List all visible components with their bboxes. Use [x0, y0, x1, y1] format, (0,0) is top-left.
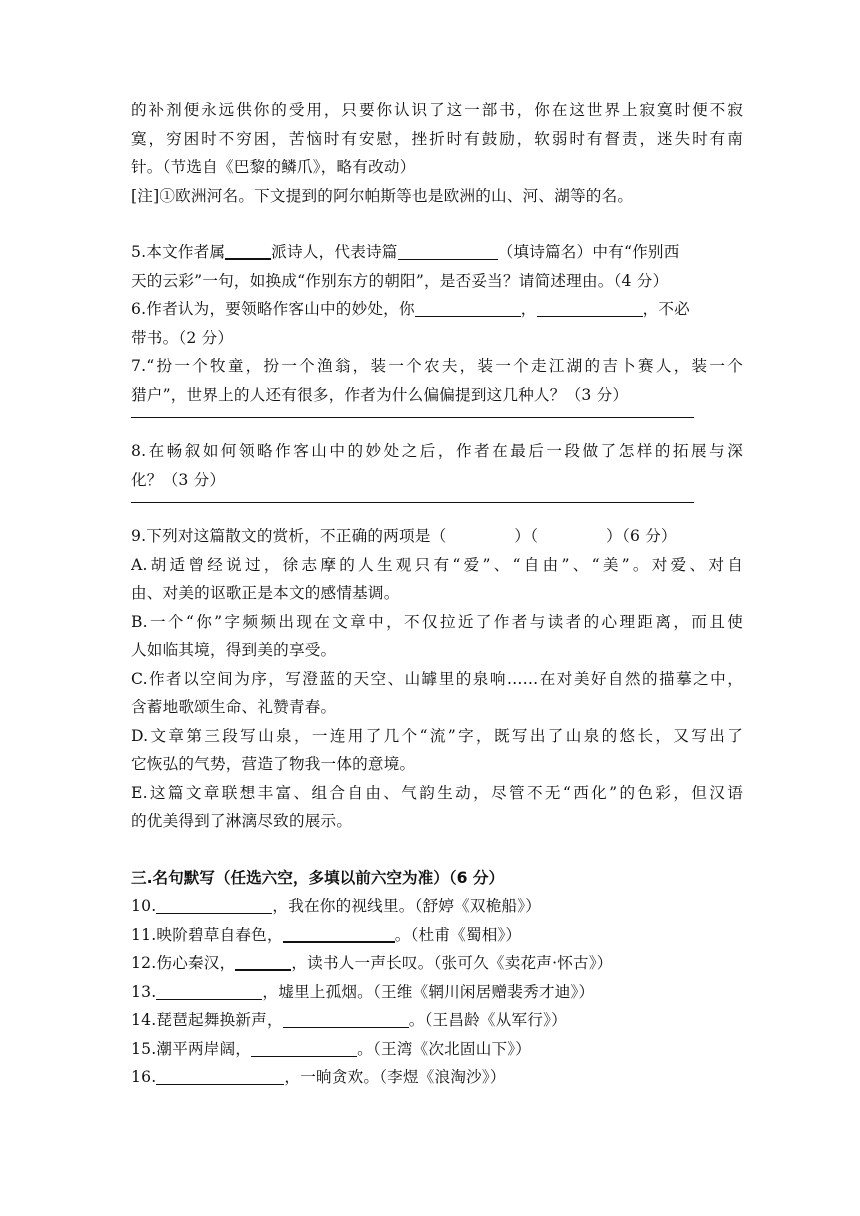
exam-page: [131, 96, 743, 1092]
answer-blank[interactable]: [156, 1066, 284, 1085]
option-d: D.文章第三段写山泉，一连用了几个“流”字，既写出了山泉的悠长，又写出了: [131, 726, 743, 745]
question-text: 15.潮平两岸阔，: [131, 1039, 252, 1058]
question-12: [131, 949, 743, 978]
question-text: 5.本文作者属: [131, 243, 226, 261]
answer-blank[interactable]: [283, 1009, 409, 1028]
question-5: [131, 238, 743, 267]
question-text: 化？（3 分）: [131, 470, 226, 489]
question-13: [131, 978, 743, 1007]
footnote: [注]①欧洲河名。下文提到的阿尔帕斯等也是欧洲的山、河、湖等的名。: [131, 186, 634, 205]
question-text: 12.伤心秦汉，: [131, 954, 236, 972]
question-text: ，读书人一声长叹。（张可久《卖花声·怀古》）: [291, 954, 613, 972]
question-text: 带书。（2 分）: [131, 328, 234, 347]
question-text: 14.琵琶起舞换新声，: [131, 1011, 283, 1029]
spacer: [131, 210, 743, 238]
question-number: 13.: [131, 982, 157, 1001]
question-15: [131, 1035, 743, 1064]
answer-line[interactable]: [131, 502, 694, 503]
answer-blank[interactable]: [537, 298, 643, 317]
question-text: 猎户”，世界上的人还有很多，作者为什么偏偏提到这几种人？（3 分）: [131, 385, 629, 404]
answer-blank[interactable]: [235, 951, 291, 971]
answer-blank[interactable]: [156, 895, 272, 914]
question-14: [131, 1006, 743, 1035]
question-text: ，我在你的视线里。（舒婷《双桅船》）: [272, 897, 542, 915]
question-text: 派诗人，代表诗篇: [271, 243, 398, 261]
option-e: 的优美得到了淋漓尽致的展示。: [131, 812, 353, 830]
question-text: ，一晌贪欢。（李煜《浪淘沙》）: [284, 1068, 506, 1086]
question-text: ）（: [514, 527, 539, 545]
question-9: [131, 522, 743, 551]
answer-line[interactable]: [131, 417, 694, 418]
question-text: 。（王昌龄《从军行》）: [408, 1011, 567, 1029]
question-11: [131, 921, 743, 950]
question-number: 16.: [131, 1068, 157, 1086]
question-8: 8.在畅叙如何领略作客山中的妙处之后，作者在最后一段做了怎样的拓展与深: [131, 442, 743, 460]
answer-blank[interactable]: [225, 240, 271, 260]
answer-blank[interactable]: [156, 981, 262, 1000]
passage-line: 针。（节选自《巴黎的鳞爪》，略有改动）: [131, 158, 416, 176]
question-10: [131, 892, 743, 921]
question-16: [131, 1063, 743, 1092]
question-7: 7.“扮一个牧童，扮一个渔翁，装一个农夫，装一个走江湖的吉卜赛人，装一个: [131, 357, 743, 375]
question-text: 。（杜甫《蜀相》）: [394, 925, 522, 944]
option-c: C.作者以空间为序，写澄蓝的天空、山罅里的泉响……在对美好自然的描摹之中，: [131, 669, 743, 688]
option-b: B.一个“你”字频频出现在文章中，不仅拉近了作者与读者的心理距离，而且使: [131, 612, 743, 631]
question-text: ，墟里上孤烟。（王维《辋川闲居赠裴秀才迪》）: [262, 982, 595, 1001]
option-b: 人如临其境，得到美的享受。: [131, 641, 337, 659]
question-text: 天的云彩”一句，如换成“作别东方的朝阳”，是否妥当？请简述理由。（4 分）: [131, 271, 669, 290]
spacer: [131, 836, 743, 864]
question-text: ，: [520, 300, 537, 318]
question-text: ）（6 分）: [606, 527, 677, 545]
answer-blank[interactable]: [251, 1038, 357, 1057]
question-text: 6.作者认为，要领略作客山中的妙处，你: [131, 300, 415, 318]
question-text: 11.映阶碧草自春色，: [131, 925, 283, 944]
section-heading: 三.名句默写（任选六空，多填以前六空为准）（6 分）: [131, 868, 505, 887]
question-6: [131, 295, 743, 324]
option-a: A.胡适曾经说过，徐志摩的人生观只有“爱”、“自由”、“美”。对爱、对自: [131, 555, 743, 574]
option-c: 含蓄地歌颂生命、礼赞青春。: [131, 698, 337, 716]
passage-line: 寞，穷困时不穷困，苦恼时有安慰，挫折时有鼓励，软弱时有督责，迷失时有南: [131, 129, 743, 148]
option-d: 它恢弘的气势，营造了物我一体的意境。: [131, 755, 416, 773]
answer-blank[interactable]: [415, 298, 521, 317]
question-text: ，不必: [642, 300, 690, 318]
passage-line: 的补剂便永远供你的受用，只要你认识了这一部书，你在这世界上寂寞时便不寂: [131, 101, 743, 119]
question-text: 。（王湾《次北固山下》）: [357, 1039, 532, 1058]
question-number: 10.: [131, 897, 157, 915]
question-text: （填诗篇名）中有“作别西: [497, 243, 680, 261]
option-a: 由、对美的讴歌正是本文的感情基调。: [131, 584, 400, 602]
option-e: E.这篇文章联想丰富、组合自由、气韵生动，尽管不无“西化”的色彩，但汉语: [131, 783, 743, 802]
answer-blank[interactable]: [398, 241, 498, 260]
question-text: 9.下列对这篇散文的赏析，不正确的两项是（: [131, 527, 447, 545]
answer-blank[interactable]: [283, 923, 395, 943]
